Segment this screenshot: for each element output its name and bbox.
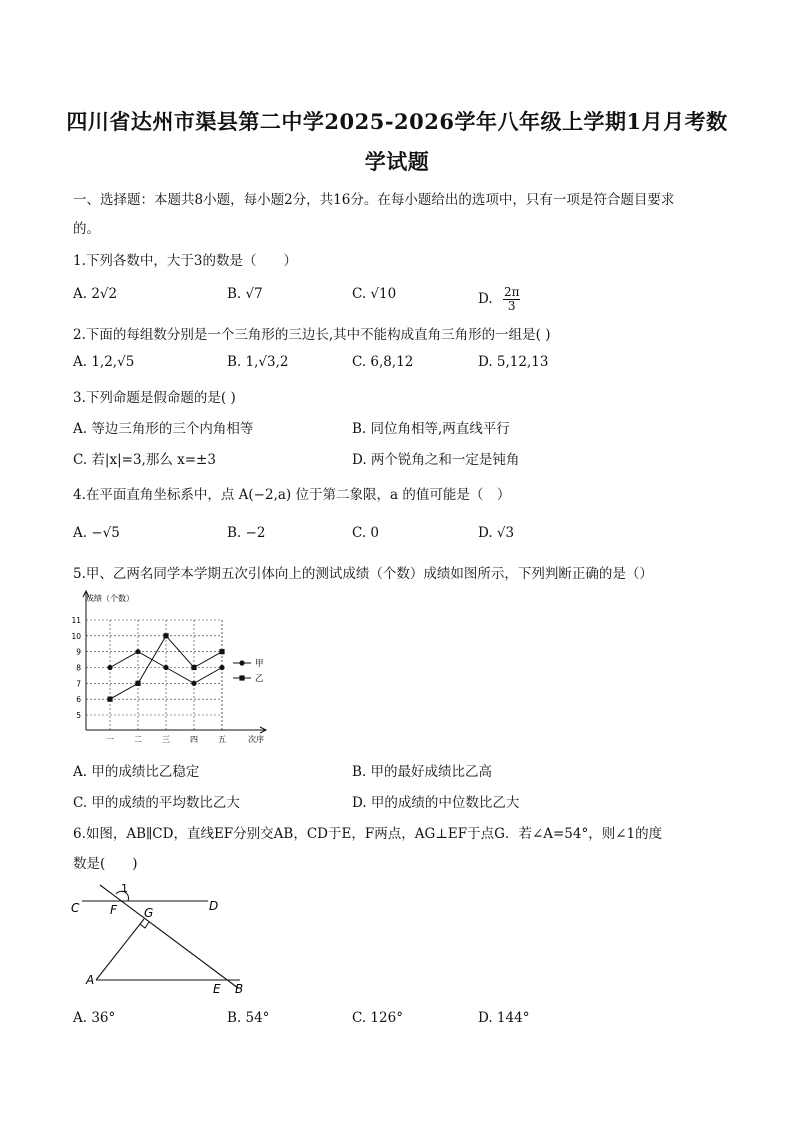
- q4-option-a: A. −√5: [73, 525, 120, 541]
- legend-label: 乙: [255, 674, 264, 684]
- series-point-2: [107, 697, 112, 702]
- y-tick-label: 5: [76, 711, 81, 720]
- series-point-2: [163, 633, 168, 638]
- series-point-2: [219, 649, 224, 654]
- q2-option-d: D. 5,12,13: [478, 354, 549, 370]
- x-tick-label: 二: [134, 735, 142, 744]
- label-e: E: [213, 982, 221, 996]
- x-tick-label: 一: [106, 735, 114, 744]
- series-point-2: [191, 665, 196, 670]
- q4-option-c: C. 0: [352, 525, 380, 541]
- q1-option-c: C. √10: [352, 286, 397, 302]
- q6-option-d: D. 144°: [478, 1010, 530, 1026]
- section-heading-line1: 一、选择题：本题共8小题，每小题2分，共16分。在每小题给出的选项中，只有一项是符合题目要求: [73, 192, 675, 208]
- chart-grid: [86, 620, 222, 730]
- label-c: C: [71, 901, 80, 915]
- legend-label: 甲: [255, 659, 264, 669]
- y-tick-label: 8: [76, 663, 81, 673]
- score-line-chart: [70, 588, 280, 750]
- q4-option-b: B. −2: [227, 525, 266, 541]
- q5-stem: 5.甲、乙两名同学本学期五次引体向上的测试成绩（个数）成绩如图所示，下列判断正确的是（）: [73, 566, 653, 582]
- segment-ag: [96, 919, 144, 980]
- q3-option-a: A. 等边三角形的三个内角相等: [73, 421, 254, 437]
- label-f: F: [110, 903, 117, 917]
- q3-option-c: C. 若|x|=3,那么 x=±3: [73, 452, 216, 468]
- label-b: B: [235, 982, 244, 996]
- y-tick-label: 7: [76, 679, 81, 689]
- q2-stem: 2.下面的每组数分别是一个三角形的三边长,其中不能构成直角三角形的一组是( ): [73, 327, 551, 343]
- q1-option-a: A. 2√2: [73, 286, 118, 302]
- q2-option-a: A. 1,2,√5: [73, 354, 135, 370]
- q6-stem-line2: 数是( ): [73, 856, 138, 872]
- q1-option-d-prefix: D.: [478, 291, 493, 307]
- legend-marker: [239, 660, 244, 665]
- series-point-2: [135, 681, 140, 686]
- q6-option-a: A. 36°: [73, 1010, 116, 1026]
- q3-option-d: D. 两个锐角之和一定是钝角: [352, 452, 520, 468]
- q3-stem: 3.下列命题是假命题的是( ): [73, 390, 236, 406]
- q6-stem-line1: 6.如图，AB∥CD，直线EF分别交AB，CD于E，F两点，AG⊥EF于点G．若∠A=54°，则∠1的度: [73, 826, 663, 842]
- q1-option-b: B. √7: [227, 286, 263, 302]
- series-point-1: [191, 681, 196, 686]
- y-tick-label: 6: [76, 695, 81, 705]
- q1-option-d-numerator: 2π: [503, 285, 520, 299]
- q6-option-c: C. 126°: [352, 1010, 403, 1026]
- series-point-1: [135, 649, 140, 654]
- geometry-figure: [68, 880, 258, 1000]
- y-tick-label: 11: [71, 616, 81, 625]
- y-tick-label: 10: [71, 631, 81, 641]
- q5-option-c: C. 甲的成绩的平均数比乙大: [73, 795, 240, 811]
- x-tick-label: 五: [218, 735, 226, 744]
- q1-option-d-fraction: [503, 286, 521, 313]
- exam-title-line2: 学试题: [364, 149, 430, 174]
- chart-x-axis-label: 次序: [248, 735, 264, 744]
- label-d: D: [209, 899, 219, 913]
- chart-legend: [233, 659, 264, 684]
- chart-y-axis-label: 成绩（个数）: [86, 594, 134, 603]
- q1-option-d-denominator: 3: [507, 299, 516, 313]
- series-point-1: [107, 665, 112, 670]
- q4-stem: 4.在平面直角坐标系中，点 A(−2,a) 位于第二象限，a 的值可能是（ ）: [73, 487, 511, 503]
- q5-option-a: A. 甲的成绩比乙稳定: [73, 764, 200, 780]
- q5-option-b: B. 甲的最好成绩比乙高: [352, 764, 493, 780]
- q1-option-d: [478, 286, 520, 313]
- series-point-1: [219, 665, 224, 670]
- q2-option-c: C. 6,8,12: [352, 354, 414, 370]
- q6-option-b: B. 54°: [227, 1010, 270, 1026]
- q3-option-b: B. 同位角相等,两直线平行: [352, 421, 510, 437]
- label-1: 1: [121, 882, 128, 895]
- section-heading-line2: 的。: [73, 221, 100, 237]
- x-tick-label: 四: [190, 735, 198, 744]
- legend-marker: [239, 675, 244, 680]
- q5-option-d: D. 甲的成绩的中位数比乙大: [352, 795, 520, 811]
- series-point-1: [163, 665, 168, 670]
- q1-stem: 1.下列各数中，大于3的数是（ ）: [73, 253, 297, 269]
- chart-axes: [71, 591, 266, 744]
- exam-title-line1: 四川省达州市渠县第二中学2025-2026学年八年级上学期1月月考数: [66, 109, 728, 134]
- label-g: G: [144, 906, 154, 920]
- label-a: A: [86, 973, 95, 987]
- q2-option-b: B. 1,√3,2: [227, 354, 289, 370]
- y-tick-label: 9: [76, 647, 81, 657]
- x-tick-label: 三: [162, 735, 170, 744]
- q4-option-d: D. √3: [478, 525, 515, 541]
